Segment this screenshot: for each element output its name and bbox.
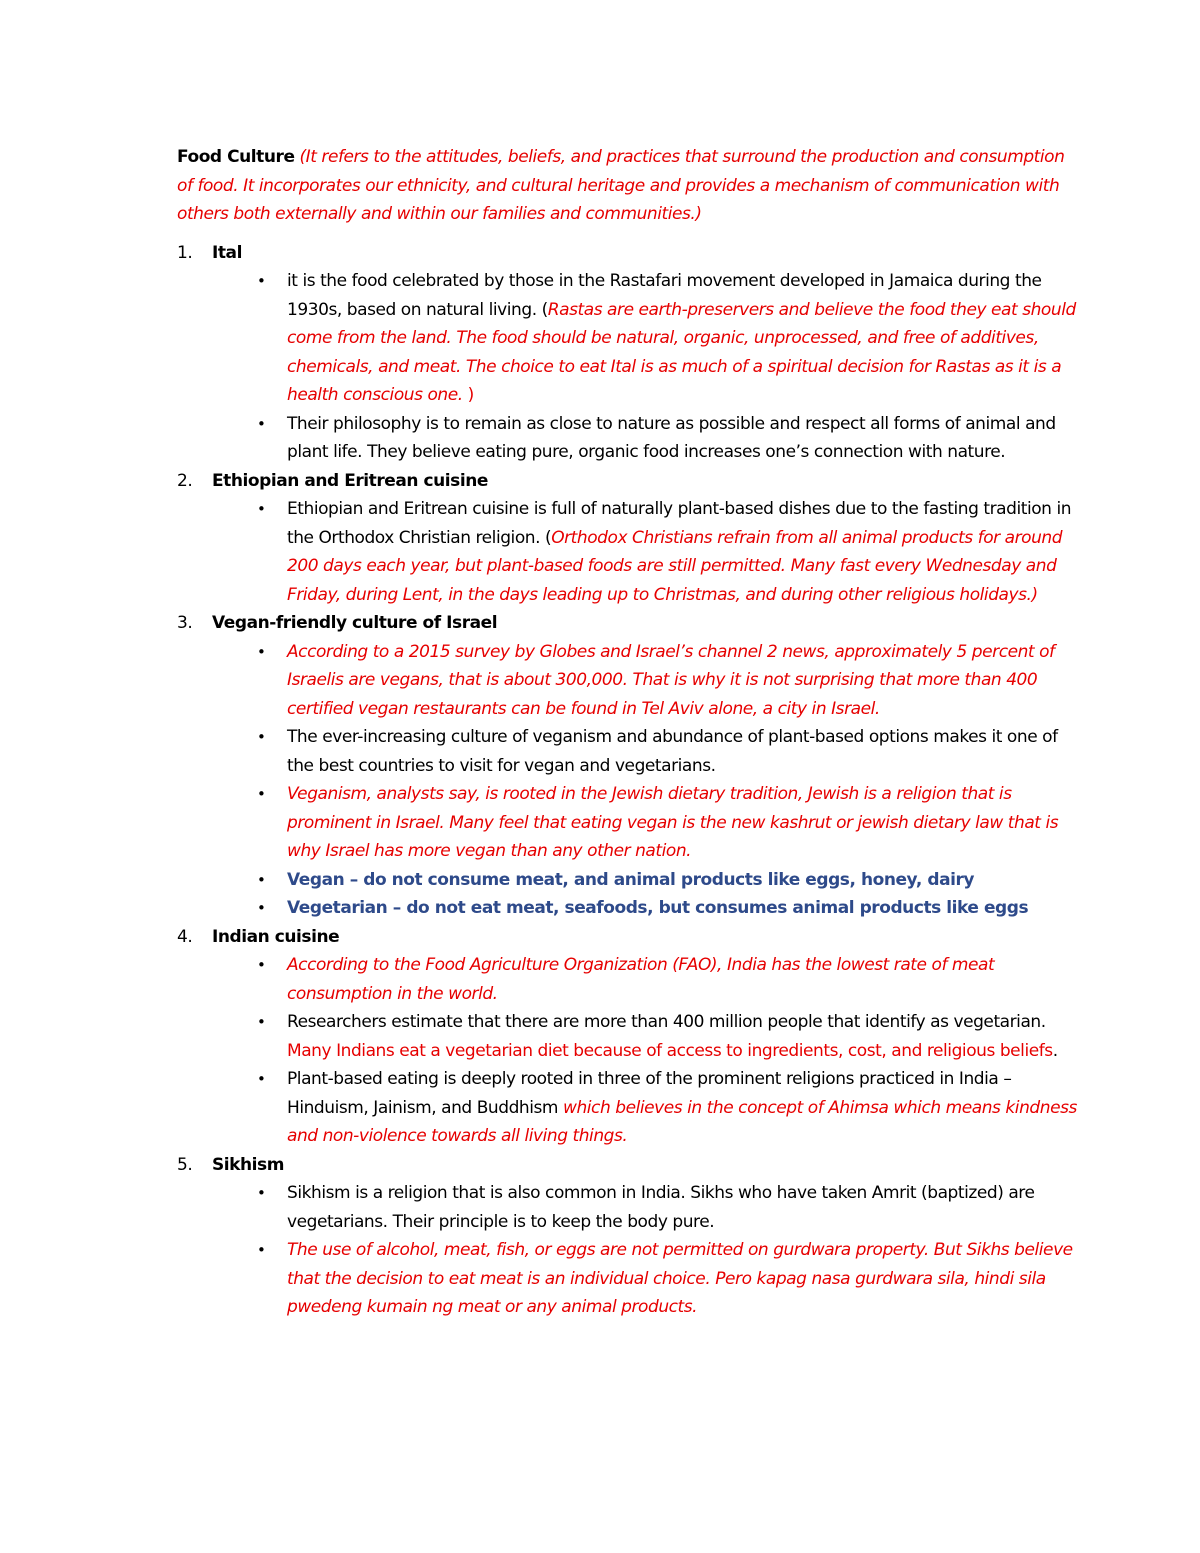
item-text-end: . <box>1052 1040 1058 1061</box>
item-note: Many Indians eat a vegetarian diet because of access to ingredients, cost, and religious beliefs <box>287 1040 1053 1061</box>
section-israel <box>177 609 1077 923</box>
section-title: Vegan-friendly culture of Israel <box>212 613 498 633</box>
list-item <box>257 267 1077 410</box>
item-text: Researchers estimate that there are more than 400 million people that identify as vegetarian. <box>287 1012 1046 1032</box>
bullet-icon: • <box>257 642 266 661</box>
item-text: Sikhism is a religion that is also common in India. Sikhs who have taken Amrit (baptized) are vegetarians. Their principle is to keep the body pure. <box>287 1183 1035 1232</box>
document-body <box>177 143 1077 1322</box>
intro-term: Food Culture <box>177 147 295 167</box>
bullet-icon: • <box>257 1013 266 1031</box>
section-heading <box>177 239 1077 268</box>
section-number: 2. <box>177 470 193 491</box>
item-note-close: ) <box>467 385 474 405</box>
vegan-definition: Vegan – do not consume meat, and animal products like eggs, honey, dairy <box>287 869 975 890</box>
bullet-icon: • <box>257 728 266 746</box>
bullet-list <box>177 495 1077 609</box>
bullet-icon: • <box>257 899 266 917</box>
item-note: According to the Food Agriculture Organization (FAO), India has the lowest rate of meat consumption in the world. <box>287 955 995 1004</box>
item-text: Their philosophy is to remain as close to nature as possible and respect all forms of animal and plant life. They believe eating pure, organic food increases one’s connection with nature. <box>287 413 1056 462</box>
list-item <box>257 410 1077 467</box>
item-note: Veganism, analysts say, is rooted in the Jewish dietary tradition, Jewish is a religion that is prominent in Israel. Many feel that eating vegan is the new kashrut or jewish dietary law that is why Israel has more vegan than any other nation. <box>287 784 1059 861</box>
item-note: which believes in the concept of Ahimsa which means kindness and non-violence towards all living things. <box>287 1097 1077 1146</box>
bullet-icon: • <box>257 500 266 518</box>
bullet-icon: • <box>257 1184 266 1202</box>
list-item <box>257 1179 1077 1236</box>
section-number: 5. <box>177 1154 193 1175</box>
bullet-icon: • <box>257 1070 266 1088</box>
list-item <box>257 1236 1077 1322</box>
item-text: The ever-increasing culture of veganism and abundance of plant-based options makes it one of the best countries to visit for vegan and vegetarians. <box>287 727 1058 776</box>
list-item <box>257 1065 1077 1151</box>
intro-paragraph <box>177 143 1077 229</box>
item-note: Orthodox Christians refrain from all animal products for around 200 days each year, but plant-based foods are still permitted. Many fast every Wednesday and Friday, during Lent, in the days leading up to Christmas, and during other religious holidays.) <box>287 527 1063 605</box>
section-heading <box>177 1151 1077 1180</box>
item-note: The use of alcohol, meat, fish, or eggs are not permitted on gurdwara property. But Sikhs believe that the decision to eat meat is an individual choice. Pero kapag nasa gurdwara sila, hindi sila pwedeng kumain ng meat or any animal products. <box>287 1240 1073 1317</box>
list-item <box>257 866 1077 895</box>
section-ethiopian-eritrean <box>177 467 1077 610</box>
list-item <box>257 495 1077 609</box>
section-sikhism <box>177 1151 1077 1322</box>
bullet-icon: • <box>257 956 266 974</box>
list-item <box>257 1008 1077 1065</box>
item-note: According to a 2015 survey by Globes and Israel’s channel 2 news, approximately 5 percent of Israelis are vegans, that is about 300,000. That is why it is not surprising that more than 400 certified vegan restaurants can be found in Tel Aviv alone, a city in Israel. <box>287 641 1055 719</box>
list-item <box>257 638 1077 724</box>
item-text: Plant-based eating is deeply rooted in three of the prominent religions practiced in India – Hinduism, Jainism, and Buddhism <box>287 1069 1012 1118</box>
section-title: Ital <box>212 242 242 263</box>
section-title: Sikhism <box>212 1154 284 1175</box>
bullet-list <box>177 1179 1077 1322</box>
list-item <box>257 894 1077 923</box>
bullet-list <box>177 267 1077 467</box>
list-item <box>257 951 1077 1008</box>
section-number: 3. <box>177 613 193 633</box>
item-text: Ethiopian and Eritrean cuisine is full of naturally plant-based dishes due to the fasting tradition in the Orthodox Christian religion. ( <box>287 499 1072 548</box>
section-heading <box>177 923 1077 952</box>
bullet-list <box>177 951 1077 1151</box>
item-note: Rastas are earth-preservers and believe the food they eat should come from the land. The food should be natural, organic, unprocessed, and free of additives, chemicals, and meat. The choice to eat Ital is as much of a spiritual decision for Rastas as it is a health conscious one. <box>287 299 1076 405</box>
section-ital <box>177 239 1077 467</box>
bullet-icon: • <box>257 1241 266 1259</box>
section-title: Ethiopian and Eritrean cuisine <box>212 470 488 491</box>
section-heading <box>177 467 1077 496</box>
section-number: 4. <box>177 926 193 947</box>
list-item <box>257 723 1077 780</box>
list-item <box>257 780 1077 866</box>
item-text: it is the food celebrated by those in the Rastafari movement developed in Jamaica during the 1930s, based on natural living. ( <box>287 271 1042 320</box>
bullet-icon: • <box>257 272 266 290</box>
section-heading <box>177 609 1077 638</box>
section-title: Indian cuisine <box>212 926 340 947</box>
intro-definition: (It refers to the attitudes, beliefs, and practices that surround the production and consumption of food. It incorporates our ethnicity, and cultural heritage and provides a mechanism of communication with others both externally and within our families and communities.) <box>177 147 1065 224</box>
bullet-list <box>177 638 1077 923</box>
bullet-icon: • <box>257 414 266 433</box>
bullet-icon: • <box>257 785 266 803</box>
section-indian <box>177 923 1077 1151</box>
bullet-icon: • <box>257 870 266 889</box>
vegetarian-definition: Vegetarian – do not eat meat, seafoods, but consumes animal products like eggs <box>287 898 1029 918</box>
section-number: 1. <box>177 242 193 263</box>
